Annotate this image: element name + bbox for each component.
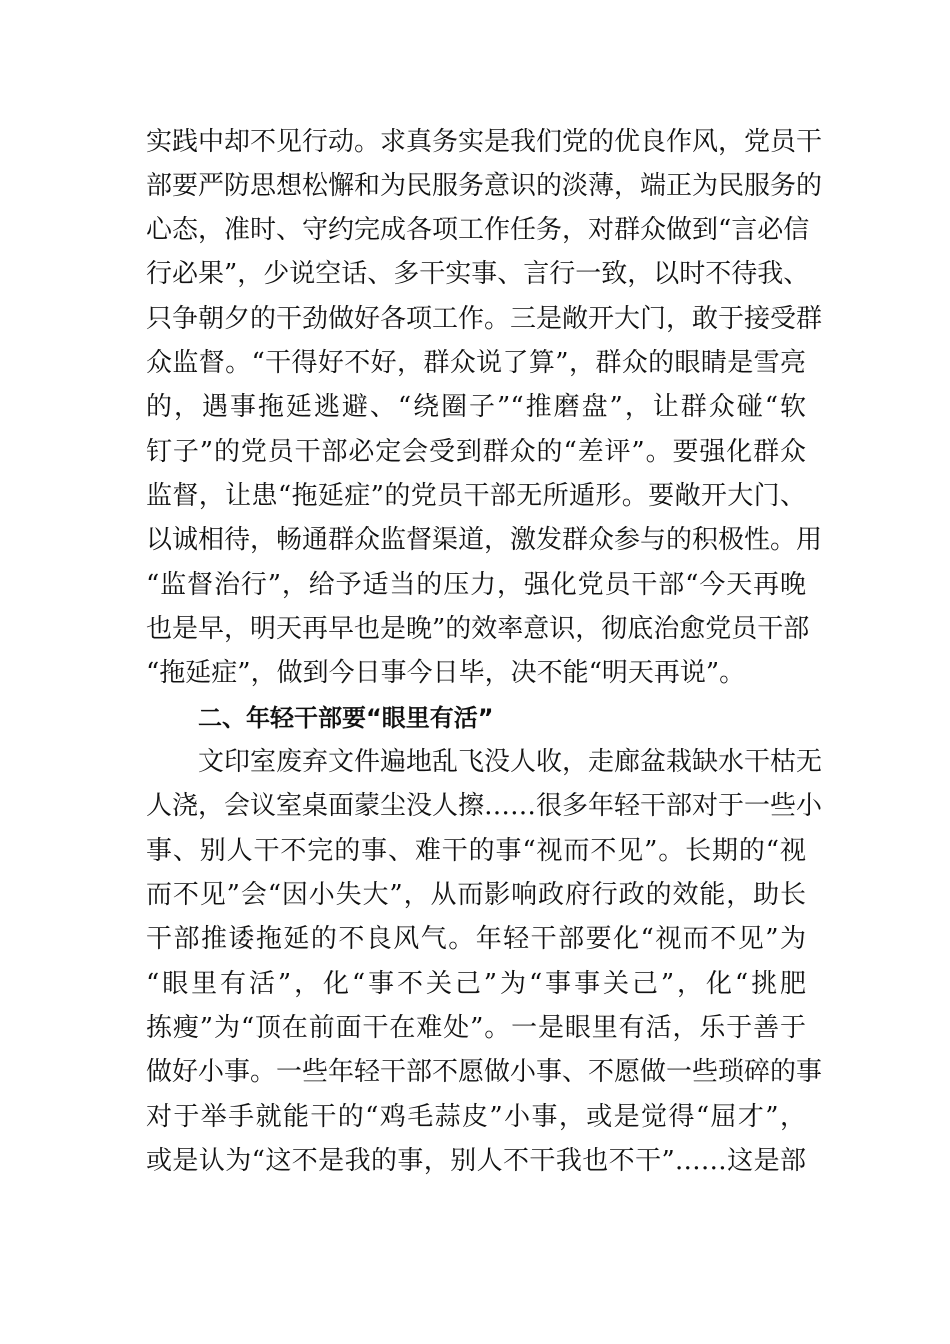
paragraph-line: 文印室废弃文件遍地乱飞没人收，走廊盆栽缺水干枯无	[198, 747, 823, 777]
paragraph-line: 只争朝夕的干劲做好各项工作。三是敞开大门，敢于接受群	[146, 304, 823, 334]
paragraph-line: 行必果”，少说空话、多干实事、言行一致，以时不待我、	[146, 259, 810, 289]
paragraph-line: 众监督。“干得好不好，群众说了算”，群众的眼睛是雪亮	[146, 348, 806, 378]
paragraph-line: 心态，准时、守约完成各项工作任务，对群众做到“言必信	[146, 215, 810, 245]
paragraph-line: “监督治行”，给予适当的压力，强化党员干部“今天再晚	[146, 570, 806, 600]
section-heading: 二、年轻干部要“眼里有活”	[198, 704, 494, 732]
paragraph-line: 或是认为“这不是我的事，别人不干我也不干”……这是部	[146, 1146, 806, 1176]
paragraph-line: 的，遇事拖延逃避、“绕圈子”“推磨盘”，让群众碰“软	[146, 392, 806, 422]
paragraph-line: 也是早，明天再早也是晚”的效率意识，彻底治愈党员干部	[146, 614, 810, 644]
paragraph-line: 人浇，会议室桌面蒙尘没人擦……很多年轻干部对于一些小	[146, 791, 823, 821]
paragraph-line: “眼里有活”，化“事不关己”为“事事关己”，化“挑肥	[146, 969, 806, 999]
paragraph-line: 而不见”会“因小失大”，从而影响政府行政的效能，助长	[146, 880, 806, 910]
paragraph-line: 干部推诿拖延的不良风气。年轻干部要化“视而不见”为	[146, 924, 806, 954]
paragraph-line: 监督，让患“拖延症”的党员干部无所遁形。要敞开大门、	[146, 481, 806, 511]
paragraph-line: 钉子”的党员干部必定会受到群众的“差评”。要强化群众	[146, 437, 806, 467]
paragraph-line: 做好小事。一些年轻干部不愿做小事、不愿做一些琐碎的事	[146, 1057, 823, 1087]
paragraph-line: 以诚相待，畅通群众监督渠道，激发群众参与的积极性。用	[146, 525, 823, 555]
paragraph-line: 拣瘦”为“顶在前面干在难处”。一是眼里有活，乐于善于	[146, 1013, 806, 1043]
paragraph-line: 部要严防思想松懈和为民服务意识的淡薄，端正为民服务的	[146, 171, 823, 201]
paragraph-line: 实践中却不见行动。求真务实是我们党的优良作风，党员干	[146, 127, 823, 157]
paragraph-line: “拖延症”，做到今日事今日毕，决不能“明天再说”。	[146, 658, 746, 688]
paragraph-line: 事、别人干不完的事、难干的事“视而不见”。长期的“视	[146, 836, 806, 866]
paragraph-line: 对于举手就能干的“鸡毛蒜皮”小事，或是觉得“屈才”，	[146, 1102, 806, 1132]
